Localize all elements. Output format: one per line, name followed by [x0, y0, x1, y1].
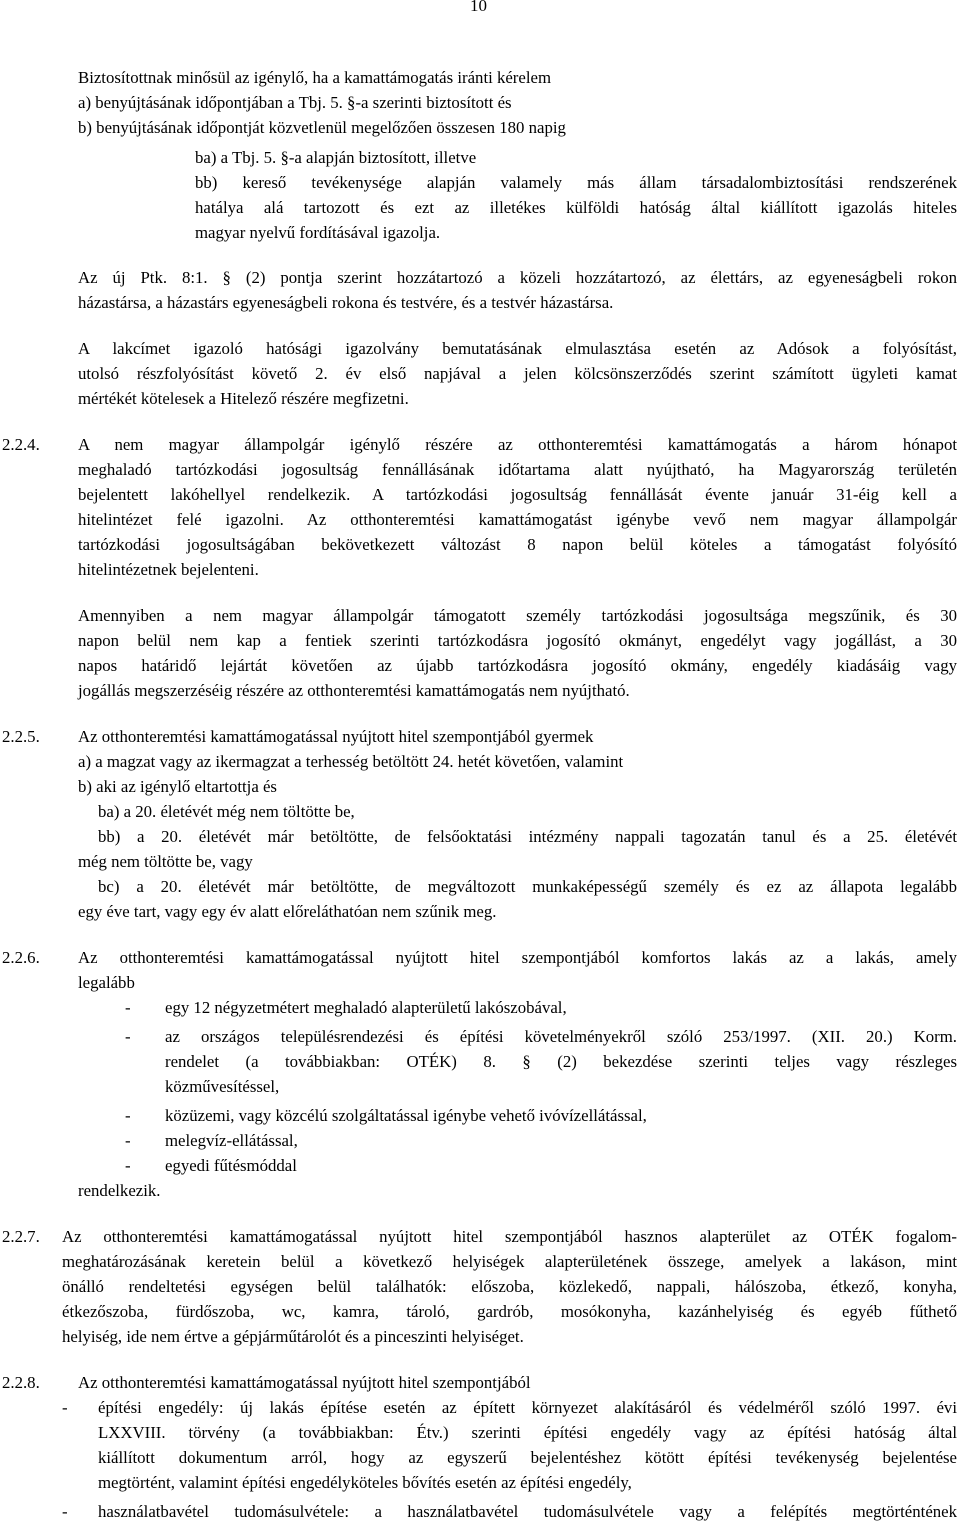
s228-list-item-cont: LXXVIII. törvény (a továbbiakban: Étv.) szerinti építési engedély vagy az építési hatóság által: [98, 1423, 957, 1442]
s227-line: önálló rendeltetési egységen belül találhatók: előszoba, közlekedő, nappali, hálószoba, étkező, konyha,: [62, 1277, 957, 1296]
intro-item-ba: ba) a Tbj. 5. §-a alapján biztosított, illetve: [195, 148, 477, 167]
s226-list-item: egyedi fűtésmóddal: [165, 1156, 297, 1175]
intro-item-bb-cont: hatálya alá tartozott és ezt az illetékes külföldi hatóság által kiállított igazolás hiteles: [195, 198, 957, 217]
s225-item-bb: bb) a 20. életévét már betöltötte, de felsőoktatási intézmény nappali tagozatán tanul és a 25. életévét: [98, 827, 957, 846]
s224-line: hitelintézetnek bejelenteni.: [78, 560, 259, 579]
s226-list-item: az országos településrendezési és építési követelményekről szóló 253/1997. (XII. 20.) Korm.: [165, 1027, 957, 1046]
s224-line: meghaladó tartózkodási jogosultság fennállásának időtartama alatt nyújtható, ha Magyarország területén: [78, 460, 957, 479]
s225-item-b: b) aki az igénylő eltartottja és: [78, 777, 277, 796]
s228-list-item: használatbavétel tudomásulvétele: a használatbavétel tudomásulvétele vagy a felépítés megtörténtének: [98, 1502, 957, 1521]
s225-item-a: a) a magzat vagy az ikermagzat a terhesség betöltött 24. hetét követően, valamint: [78, 752, 624, 771]
intro-line: Biztosítottnak minősül az igénylő, ha a kamattámogatás iránti kérelem: [78, 68, 552, 87]
s226-list-item-cont: rendelet (a továbbiakban: OTÉK) 8. § (2) bekezdése szerinti teljes vagy részleges: [165, 1052, 957, 1071]
s224-p2-line: Amennyiben a nem magyar állampolgár támogatott személy tartózkodási jogosultsága megszűnik, és 30: [78, 606, 957, 625]
dash-bullet: -: [125, 1027, 131, 1046]
intro-item-bb-end: magyar nyelvű fordításával igazolja.: [195, 223, 441, 242]
s224-p2-line: jogállás megszerzéséig részére az otthonteremtési kamattámogatás nem nyújtható.: [78, 681, 630, 700]
s227-line: helyiség, ide nem értve a gépjárműtárolót és a pinceszinti helyiséget.: [62, 1327, 524, 1346]
dash-bullet: -: [62, 1398, 68, 1417]
s225-item-bb-end: még nem töltötte be, vagy: [78, 852, 253, 871]
s225-item-ba: ba) a 20. életévét még nem töltötte be,: [98, 802, 355, 821]
ptk-paragraph-end: házastársa, a házastárs egyeneságbeli rokona és testvére, és a testvér házastársa.: [78, 293, 614, 312]
s227-line: étkezőszoba, fürdőszoba, wc, kamra, tároló, gardrób, mosókonyha, kazánhelyiség és egyéb fűthető: [62, 1302, 957, 1321]
s226-list-item: melegvíz-ellátással,: [165, 1131, 298, 1150]
s228-line: Az otthonteremtési kamattámogatással nyújtott hitel szempontjából: [78, 1373, 531, 1392]
s228-list-item: építési engedély: új lakás építése esetén az épített környezet alakításáról és védelméről szóló 1997. évi: [98, 1398, 957, 1417]
s224-line: A nem magyar állampolgár igénylő részére az otthonteremtési kamattámogatás a három hónapot: [78, 435, 957, 454]
s225-item-bc-end: egy éve tart, vagy egy év alatt előreláthatóan nem szűnik meg.: [78, 902, 497, 921]
lakcim-paragraph-end: mértékét kötelesek a Hitelező részére megfizetni.: [78, 389, 409, 408]
s228-list-item-cont: kiállított dokumentum arról, hogy az egyszerű bejelentéshez kötött építési tevékenység bejelentése: [98, 1448, 957, 1467]
lakcim-paragraph-cont: utolsó részfolyósítást követő 2. év első napjával a jelen kölcsönszerződés szerint számított ügyleti kamat: [78, 364, 957, 383]
s225-line: Az otthonteremtési kamattámogatással nyújtott hitel szempontjából gyermek: [78, 727, 594, 746]
page-number: 10: [470, 0, 487, 15]
section-number: 2.2.6.: [2, 948, 40, 967]
s228-list-item-cont: megtörtént, valamint építési engedélyköteles bővítés esetén az építési engedély,: [98, 1473, 632, 1492]
section-number: 2.2.8.: [2, 1373, 40, 1392]
s226-list-item: közüzemi, vagy közcélú szolgáltatással igénybe vehető ivóvízellátással,: [165, 1106, 647, 1125]
s227-line: Az otthonteremtési kamattámogatással nyújtott hitel szempontjából hasznos alapterület az OTÉK fogalom-: [62, 1227, 957, 1246]
dash-bullet: -: [62, 1502, 68, 1521]
dash-bullet: -: [125, 1131, 131, 1150]
s224-line: tartózkodási jogosultságában bekövetkezett változást 8 napon belül köteles a támogatást folyósító: [78, 535, 957, 554]
dash-bullet: -: [125, 1156, 131, 1175]
section-number: 2.2.7.: [2, 1227, 40, 1246]
s226-list-item-cont: közművesítéssel,: [165, 1077, 280, 1096]
section-number: 2.2.5.: [2, 727, 40, 746]
s224-line: bejelentett lakóhellyel rendelkezik. A tartózkodási jogosultság fennállását évente január 31-éig kell a: [78, 485, 957, 504]
intro-item-a: a) benyújtásának időpontjában a Tbj. 5. §-a szerinti biztosított és: [78, 93, 512, 112]
s226-tail: rendelkezik.: [78, 1181, 161, 1200]
s224-p2-line: napos határidő lejártát követően az újabb tartózkodásra jogosító okmány, engedély kiadásáig vagy: [78, 656, 957, 675]
lakcim-paragraph: A lakcímet igazoló hatósági igazolvány bemutatásának elmulasztása esetén az Adósok a folyósítást,: [78, 339, 957, 358]
section-number: 2.2.4.: [2, 435, 40, 454]
s224-line: hitelintézet felé igazolni. Az otthonteremtési kamattámogatást igénybe vevő nem magyar állampolgár: [78, 510, 957, 529]
intro-item-bb: bb) kereső tevékenysége alapján valamely más állam társadalombiztosítási rendszerének: [195, 173, 957, 192]
ptk-paragraph: Az új Ptk. 8:1. § (2) pontja szerint hozzátartozó a közeli hozzátartozó, az élettárs, az egyeneságbeli rokon: [78, 268, 957, 287]
s224-p2-line: napon belül nem kap a fentiek szerinti tartózkodásra jogosító okmányt, engedélyt vagy jogállást, a 30: [78, 631, 957, 650]
s226-line: legalább: [78, 973, 135, 992]
dash-bullet: -: [125, 998, 131, 1017]
s226-list-item: egy 12 négyzetmétert meghaladó alapterületű lakószobával,: [165, 998, 567, 1017]
intro-item-b: b) benyújtásának időpontját közvetlenül megelőzően összesen 180 napig: [78, 118, 566, 137]
s226-line: Az otthonteremtési kamattámogatással nyújtott hitel szempontjából komfortos lakás az a lakás, amely: [78, 948, 957, 967]
s227-line: meghatározásának keretein belül a következő helyiségek alapterületének összege, amelyek a lakáson, mint: [62, 1252, 957, 1271]
dash-bullet: -: [125, 1106, 131, 1125]
s225-item-bc: bc) a 20. életévét már betöltötte, de megváltozott munkaképességű személy és ez az állapota legalább: [98, 877, 957, 896]
